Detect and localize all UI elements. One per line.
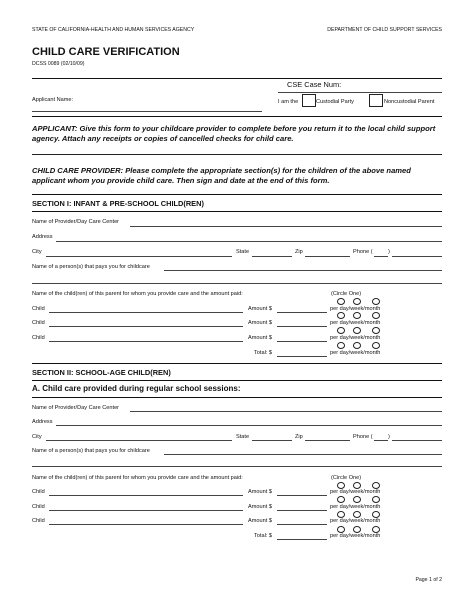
s2-phone-field[interactable] (392, 440, 442, 441)
s2-city-field[interactable] (46, 440, 232, 441)
s1-amount3-label: Amount $ (248, 335, 272, 341)
divider (32, 78, 442, 79)
s1-child1-field[interactable] (49, 312, 243, 313)
s2-child3-label: Child (32, 518, 45, 524)
s1-phone-label: Phone ( (353, 249, 373, 255)
s1-total-label: Total: $ (254, 350, 273, 356)
s1-address-label: Address (32, 234, 53, 240)
s1-payer-field[interactable] (164, 270, 442, 271)
s2-week3-option[interactable] (353, 511, 361, 518)
s2-week-total-option[interactable] (353, 526, 361, 533)
s2-month3-option[interactable] (372, 511, 380, 518)
applicant-name-label: Applicant Name: (32, 97, 74, 103)
s2-circle-one: (Circle One) (331, 475, 362, 481)
s1-month3-option[interactable] (372, 327, 380, 334)
applicant-name-field[interactable] (32, 111, 262, 112)
s1-total-field[interactable] (277, 356, 327, 357)
s2-amount3-field[interactable] (277, 524, 327, 525)
applicant-instructions: APPLICANT: Give this form to your childcare provider to complete before you return it to the local child support agency. Attach any receipts or copies of cancelled checks for child care. (32, 124, 436, 143)
s2-amount1-field[interactable] (277, 495, 327, 496)
s2-day-total-option[interactable] (337, 526, 345, 533)
s1-per-label1: per day/week/month (330, 306, 381, 312)
provider-instructions: CHILD CARE PROVIDER: Please complete the appropriate section(s) for the children of the above named applicant whom you provide child care. Then sign and date at the end of this form. (32, 166, 411, 185)
s1-phone-area-field[interactable] (374, 256, 388, 257)
cse-case-label: CSE Case Num: (287, 80, 342, 89)
s2-per-label3: per day/week/month (330, 518, 381, 524)
s1-provider-name-label: Name of Provider/Day Care Center (32, 219, 120, 225)
s2-child2-label: Child (32, 504, 45, 510)
custodial-party-checkbox[interactable] (302, 94, 316, 107)
s2-day2-option[interactable] (337, 496, 345, 503)
agency-right: DEPARTMENT OF CHILD SUPPORT SERVICES (327, 27, 442, 33)
divider (32, 363, 442, 364)
cse-case-field[interactable] (278, 92, 442, 93)
s1-city-label: City (32, 249, 42, 255)
s2-month2-option[interactable] (372, 496, 380, 503)
s2-zip-label: Zip (295, 434, 303, 440)
section1-title: SECTION I: INFANT & PRE-SCHOOL CHILD(REN) (32, 199, 204, 208)
s2-amount2-label: Amount $ (248, 504, 272, 510)
s2-phone-close: ) (388, 434, 390, 440)
s2-week2-option[interactable] (353, 496, 361, 503)
s2-child2-field[interactable] (49, 510, 243, 511)
divider (32, 397, 442, 398)
s1-month1-option[interactable] (372, 298, 380, 305)
s1-amount2-field[interactable] (277, 326, 327, 327)
s1-per-label3: per day/week/month (330, 335, 381, 341)
s1-month-total-option[interactable] (372, 342, 380, 349)
s2-day1-option[interactable] (337, 482, 345, 489)
s1-amount3-field[interactable] (277, 341, 327, 342)
s2-amount2-field[interactable] (277, 510, 327, 511)
noncustodial-parent-label: Noncustodial Parent (384, 99, 435, 105)
s2-provider-name-label: Name of Provider/Day Care Center (32, 405, 120, 411)
section2-subtitle: A. Child care provided during regular school sessions: (32, 384, 241, 393)
s1-day-total-option[interactable] (337, 342, 345, 349)
s2-payer-field[interactable] (164, 454, 442, 455)
form-number: DCSS 0089 (02/10/09) (32, 61, 85, 67)
s2-per-total: per day/week/month (330, 533, 381, 539)
form-title: CHILD CARE VERIFICATION (32, 46, 180, 58)
s1-week2-option[interactable] (353, 312, 361, 319)
s2-per-label2: per day/week/month (330, 504, 381, 510)
divider (32, 211, 442, 212)
s2-address-field[interactable] (56, 425, 442, 426)
s1-amount2-label: Amount $ (248, 320, 272, 326)
s1-children-header: Name of the child(ren) of this parent for whom you provide care and the amount paid: (32, 291, 243, 297)
s2-phone-area-field[interactable] (374, 440, 388, 441)
s2-phone-label: Phone ( (353, 434, 373, 440)
s1-child2-field[interactable] (49, 326, 243, 327)
s1-phone-close: ) (388, 249, 390, 255)
s2-zip-field[interactable] (305, 440, 350, 441)
divider (32, 380, 442, 381)
s1-amount1-label: Amount $ (248, 306, 272, 312)
s2-child1-label: Child (32, 489, 45, 495)
s2-provider-name-field[interactable] (130, 411, 442, 412)
custodial-party-label: Custodial Party (316, 99, 354, 105)
s1-state-field[interactable] (252, 256, 292, 257)
s1-provider-name-field[interactable] (130, 226, 442, 227)
s2-children-header: Name of the child(ren) of this parent for whom you provide care and the amount paid: (32, 475, 243, 481)
s1-zip-label: Zip (295, 249, 303, 255)
s2-child3-field[interactable] (49, 524, 243, 525)
s1-state-label: State (236, 249, 250, 255)
s2-total-label: Total: $ (254, 533, 273, 539)
s1-zip-field[interactable] (305, 256, 350, 257)
s1-address-field[interactable] (56, 241, 442, 242)
i-am-the-label: I am the (278, 99, 299, 105)
s2-payer-field-2[interactable] (32, 466, 442, 467)
s2-payer-label: Name of a person(s) that pays you for childcare (32, 448, 150, 454)
s1-week1-option[interactable] (353, 298, 361, 305)
s1-city-field[interactable] (46, 256, 232, 257)
s1-payer-label: Name of a person(s) that pays you for childcare (32, 264, 150, 270)
s1-month2-option[interactable] (372, 312, 380, 319)
agency-left: STATE OF CALIFORNIA-HEALTH AND HUMAN SERVICES AGENCY (32, 27, 195, 33)
page-number: Page 1 of 2 (415, 577, 442, 583)
s2-per-label1: per day/week/month (330, 489, 381, 495)
s1-child2-label: Child (32, 320, 45, 326)
s1-phone-field[interactable] (392, 256, 442, 257)
s1-week3-option[interactable] (353, 327, 361, 334)
divider (32, 154, 442, 155)
divider (32, 116, 442, 117)
s1-day3-option[interactable] (337, 327, 345, 334)
s1-day1-option[interactable] (337, 298, 345, 305)
s2-amount3-label: Amount $ (248, 518, 272, 524)
s2-state-label: State (236, 434, 250, 440)
s1-payer-field-2[interactable] (32, 283, 442, 284)
s1-circle-one: (Circle One) (331, 291, 362, 297)
s2-amount1-label: Amount $ (248, 489, 272, 495)
s2-state-field[interactable] (252, 440, 292, 441)
s2-total-field[interactable] (277, 539, 327, 540)
s1-amount1-field[interactable] (277, 312, 327, 313)
s1-per-total: per day/week/month (330, 350, 381, 356)
s2-month1-option[interactable] (372, 482, 380, 489)
s2-address-label: Address (32, 419, 53, 425)
s2-week1-option[interactable] (353, 482, 361, 489)
s2-day3-option[interactable] (337, 511, 345, 518)
s1-child1-label: Child (32, 306, 45, 312)
s1-week-total-option[interactable] (353, 342, 361, 349)
s1-child3-field[interactable] (49, 341, 243, 342)
s1-day2-option[interactable] (337, 312, 345, 319)
s2-month-total-option[interactable] (372, 526, 380, 533)
divider (32, 194, 442, 195)
s1-child3-label: Child (32, 335, 45, 341)
noncustodial-parent-checkbox[interactable] (369, 94, 383, 107)
s1-per-label2: per day/week/month (330, 320, 381, 326)
s2-city-label: City (32, 434, 42, 440)
s2-child1-field[interactable] (49, 495, 243, 496)
section2-title: SECTION II: SCHOOL-AGE CHILD(REN) (32, 368, 171, 377)
